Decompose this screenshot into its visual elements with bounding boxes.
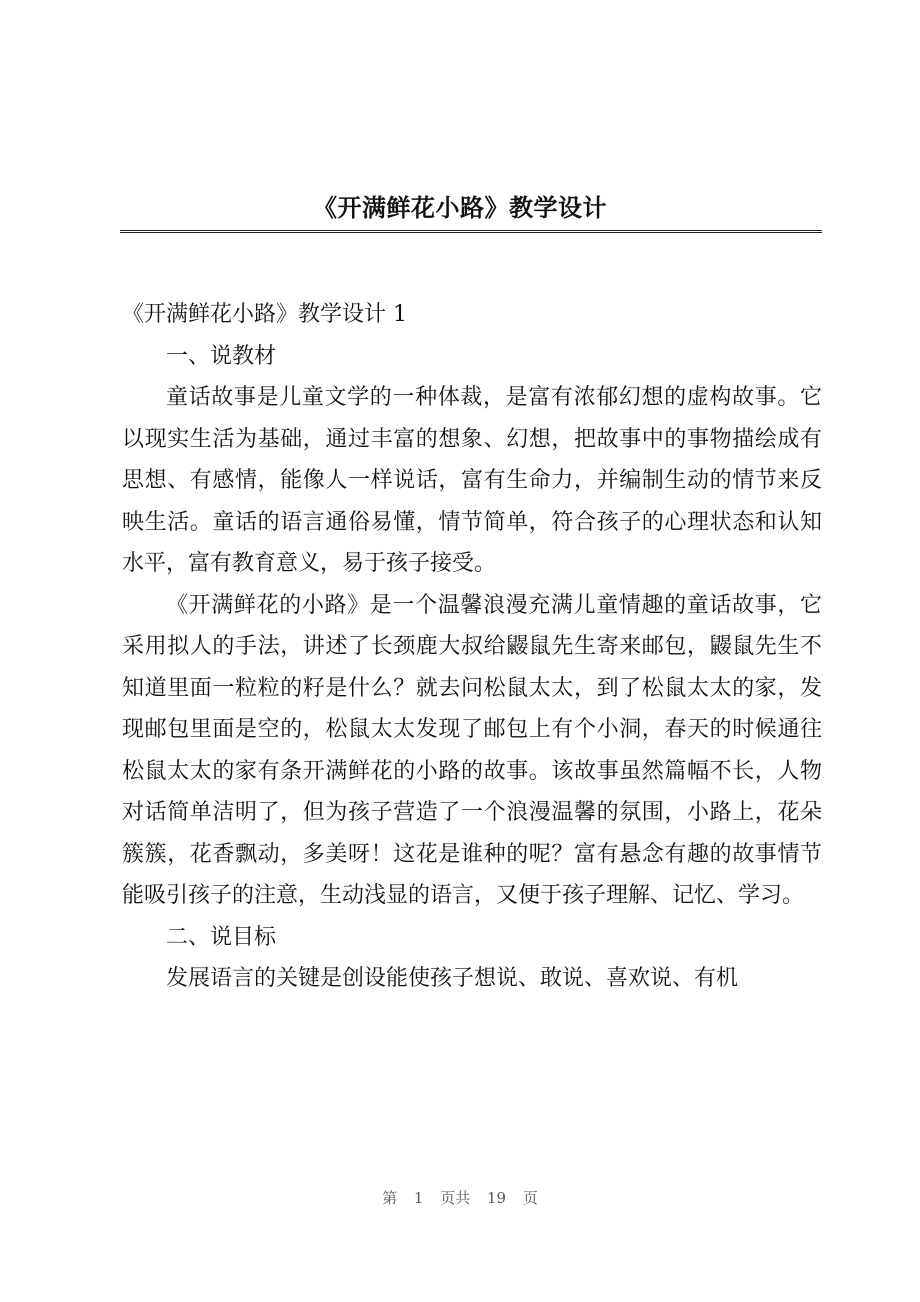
footer-prefix: 第 [382, 1189, 398, 1207]
document-body [122, 294, 822, 1000]
paragraph: 童话故事是儿童文学的一种体裁，是富有浓郁幻想的虚构故事。它以现实生活为基础，通过丰富的想象、幻想，把故事中的事物描绘成有思想、有感情，能像人一样说话，富有生命力，并编制生动的情节来反映生活。童话的语言通俗易懂，情节简单，符合孩子的心理状态和认知水平，富有教育意义，易于孩子接受。 [122, 385, 822, 576]
paragraph: 《开满鲜花的小路》是一个温馨浪漫充满儿童情趣的童话故事，它采用拟人的手法，讲述了长颈鹿大叔给鼹鼠先生寄来邮包，鼹鼠先生不知道里面一粒粒的籽是什么？就去问松鼠太太，到了松鼠太太的家，发现邮包里面是空的，松鼠太太发现了邮包上有个小洞，春天的时候通往松鼠太太的家有条开满鲜花的小路的故事。该故事虽然篇幅不长，人物对话简单洁明了，但为孩子营造了一个浪漫温馨的氛围，小路上，花朵簇簇，花香飘动，多美呀！这花是谁种的呢？富有悬念有趣的故事情节能吸引孩子的注意，生动浅显的语言，又便于孩子理解、记忆、学习。 [122, 592, 822, 908]
footer-total-pages: 19 [487, 1189, 507, 1207]
section-heading: 《开满鲜花小路》教学设计 1 [122, 302, 407, 327]
paragraph: 发展语言的关键是创设能使孩子想说、敢说、喜欢说、有机 [166, 966, 739, 991]
title-divider [120, 230, 822, 233]
footer-page-number: 1 [413, 1189, 424, 1207]
subheading-objectives: 二、说目标 [166, 924, 277, 950]
footer-middle: 页共 [440, 1189, 471, 1207]
page-title: 《开满鲜花小路》教学设计 [313, 194, 607, 222]
footer-suffix: 页 [522, 1189, 538, 1207]
page-footer [0, 1187, 920, 1208]
subheading-teaching-material: 一、说教材 [166, 343, 277, 369]
